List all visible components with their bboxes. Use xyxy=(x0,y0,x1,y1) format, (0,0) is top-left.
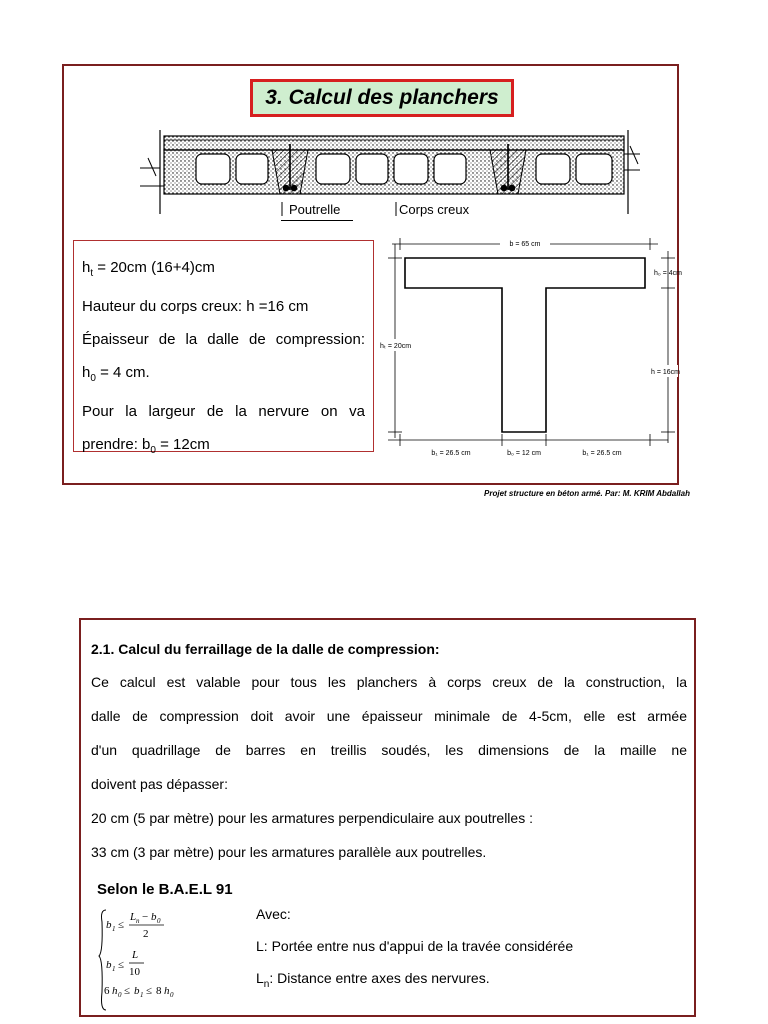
svg-text:≤: ≤ xyxy=(118,919,125,931)
svg-text:≤: ≤ xyxy=(118,959,125,971)
dim-b1-right: b₁ = 26.5 cm xyxy=(582,450,622,457)
bael-formula xyxy=(98,902,208,1012)
svg-text:10: 10 xyxy=(129,966,140,978)
svg-text:n: n xyxy=(136,917,140,925)
t-section-drawing xyxy=(378,235,682,460)
svg-text:0: 0 xyxy=(157,917,161,925)
dim-h0: h₀ = 4cm xyxy=(654,270,682,277)
section-heading: 2.1. Calcul du ferraillage de la dalle de compression: xyxy=(91,641,440,657)
t-beam-outline xyxy=(405,258,645,432)
svg-text:≤: ≤ xyxy=(124,985,131,997)
rule-perpendicular: 20 cm (5 par mètre) pour les armatures perpendiculaire aux poutrelles : xyxy=(91,810,533,826)
svg-text:1: 1 xyxy=(112,925,116,933)
section-text xyxy=(91,633,687,869)
svg-text:b: b xyxy=(106,919,112,931)
spec-largeur: Pour la largeur de la nervure on va xyxy=(82,403,365,420)
spec-epaisseur: Épaisseur de la dalle de compression: xyxy=(82,331,365,348)
spec-hauteur: Hauteur du corps creux: h =16 cm xyxy=(82,298,309,315)
spec-ht: $h_t = 20cm$ (16+4)cm xyxy=(82,259,215,279)
dim-b-top: b = 65 cm xyxy=(509,241,541,248)
svg-text:8: 8 xyxy=(156,985,162,997)
svg-text:b: b xyxy=(151,911,157,923)
svg-text:L: L xyxy=(130,911,137,923)
poutrelle-label: Poutrelle xyxy=(289,202,341,217)
rule-parallel: 33 cm (3 par mètre) pour les armatures parallèle aux poutrelles. xyxy=(91,844,487,860)
spec-h0: $h_0 = 4$ cm. xyxy=(82,364,150,384)
svg-text:1: 1 xyxy=(112,965,116,973)
corps-creux-label: Corps creux xyxy=(399,202,470,217)
para-line-2: dalle de compression doit avoir une épaisseur minimale de 4-5cm, elle est armée xyxy=(91,708,687,724)
note-avec: Avec: xyxy=(256,906,291,922)
compression-slab xyxy=(164,136,624,150)
svg-text:−: − xyxy=(142,911,149,923)
hollow-blocks xyxy=(196,154,612,184)
slide-title: 3. Calcul des planchers xyxy=(250,79,514,117)
svg-text:h: h xyxy=(164,985,170,997)
svg-text:0: 0 xyxy=(170,991,174,999)
svg-text:b: b xyxy=(134,985,140,997)
svg-text:b: b xyxy=(106,959,112,971)
svg-text:0: 0 xyxy=(118,991,122,999)
note-Ln: $L_n$: Distance entre axes des nervures. xyxy=(256,970,490,990)
footer-credit: Projet structure en béton armé. Par: M. KRIM Abdallah xyxy=(484,489,690,498)
svg-text:h: h xyxy=(112,985,118,997)
note-L: L: Portée entre nus d'appui de la travée considérée xyxy=(256,938,574,954)
dim-ht: hₜ = 20cm xyxy=(380,343,412,350)
svg-text:1: 1 xyxy=(140,991,144,999)
svg-text:2: 2 xyxy=(143,928,149,940)
para-line-1: Ce calcul est valable pour tous les planchers à corps creux de la construction, la xyxy=(91,674,687,690)
dim-h: h = 16cm xyxy=(651,369,680,376)
para-line-4: doivent pas dépasser: xyxy=(91,776,228,792)
bael-title: Selon le B.A.E.L 91 xyxy=(97,881,233,898)
floor-section-drawing xyxy=(140,124,640,216)
svg-text:L: L xyxy=(132,949,139,961)
dim-b1-left: b₁ = 26.5 cm xyxy=(431,450,471,457)
dim-b0: b₀ = 12 cm xyxy=(507,450,541,457)
para-line-3: d'un quadrillage de barres en treillis soudés, les dimensions de la maille ne xyxy=(91,742,687,758)
svg-text:6: 6 xyxy=(104,985,110,997)
svg-text:≤: ≤ xyxy=(146,985,153,997)
spec-prendre: prendre: $b_0 = 12cm$ xyxy=(82,436,210,456)
specs-box xyxy=(73,240,374,456)
poutrelle-underline xyxy=(281,220,353,221)
